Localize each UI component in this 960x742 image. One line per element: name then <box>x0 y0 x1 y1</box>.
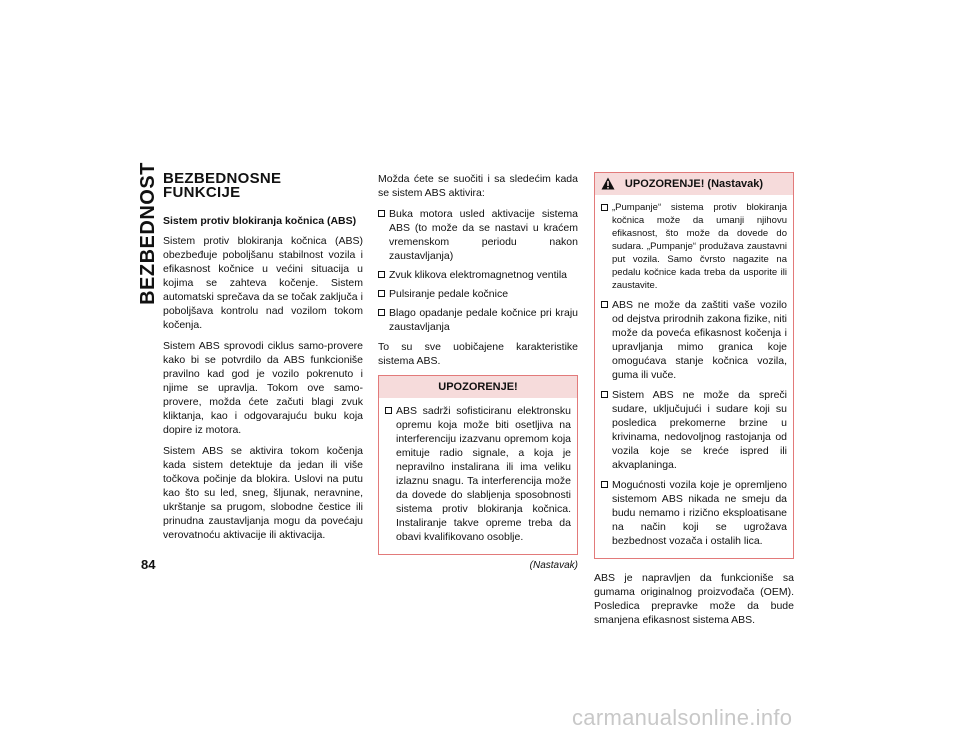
square-bullet-icon <box>378 309 385 316</box>
warning-title: UPOZORENJE! <box>438 381 518 393</box>
square-bullet-icon <box>601 204 608 211</box>
list-item-text: Mogućnosti vozila koje je opremljeno sistemom ABS nikada ne smeju da budu nemamo i rizično eksploatisane na način koji se ugrožava bezbednost vozača i ostalih lica. <box>612 479 787 547</box>
warning-box <box>378 375 578 555</box>
square-bullet-icon <box>378 210 385 217</box>
warning-list <box>601 201 787 548</box>
list-item-text: Buka motora usled aktivacije sistema ABS (to može da se nastavi u kraćem vremenskom periodu nakon zaustavljanja) <box>389 208 578 262</box>
square-bullet-icon <box>601 391 608 398</box>
list-item-text: Zvuk klikova elektromagnetnog ventila <box>389 269 568 281</box>
list-item-text: „Pumpanje“ sistema protiv blokiranja kočnica može da umanji njihovu efikasnost, što može da dovede do sudara. „Pumpanje“ produžava zaustavni put vozila. Samo čvrsto nagazite na pedalu kočnice kada treba da usporite ili zaustavite. <box>612 202 787 291</box>
paragraph: ABS je napravljen da funkcioniše sa gumama originalnog proizvođača (OEM). Posledica prepravke može da bude smanjena efikasnost sistema ABS. <box>594 572 794 626</box>
paragraph: Sistem ABS se aktivira tokom kočenja kada sistem detektuje da jedan ili više točkova počinje da blokira. Uslovi na putu kao što su led, sneg, šljunak, neravnine, ukrštanje sa prugom, slobodne čestice ili prinudna zaustavljanja mogu da povećaju verovatnoću aktivacije ili aktivacija. <box>163 445 363 541</box>
section-heading: Sistem protiv blokiranja kočnica (ABS) <box>163 215 357 227</box>
paragraph: Sistem ABS sprovodi ciklus samo-provere kako bi se potvrdilo da ABS funkcioniše pravilno kad god je vozilo pokrenuto i njime se upravlja. Tokom ove samo-provere, možda ćete začuti blagi zvuk kliktanja, kao i odgovarajuću buku koja dopire iz motora. <box>163 340 363 436</box>
warning-header <box>595 173 793 195</box>
list-item <box>378 207 578 263</box>
list-item <box>601 298 787 382</box>
list-item-text: Blago opadanje pedale kočnice pri kraju zaustavljanja <box>389 307 578 333</box>
square-bullet-icon <box>378 290 385 297</box>
warning-title: UPOZORENJE! (Nastavak) <box>624 178 764 190</box>
list-item-text: ABS ne može da zaštiti vaše vozilo od dejstva prirodnih zakona fizike, niti može da poveća efikasnost kočenja i upravljanja mimo granica koje omogućava stanje kočnica vozila, guma ili vuče. <box>612 299 787 381</box>
column-left <box>163 172 363 549</box>
watermark: carmanualsonline.info <box>572 705 793 730</box>
list-item <box>601 201 787 292</box>
warning-body <box>379 398 577 554</box>
square-bullet-icon <box>601 481 608 488</box>
warning-box-continued <box>594 172 794 559</box>
section-side-tab <box>135 161 161 305</box>
list-item <box>385 404 571 544</box>
section-label: BEZBEDNOST <box>136 161 159 305</box>
warning-triangle-icon <box>601 177 615 190</box>
page-number: 84 <box>141 557 156 572</box>
page-title: BEZBEDNOSNE FUNKCIJE <box>163 170 282 201</box>
list-item <box>601 478 787 548</box>
warning-header <box>379 376 577 398</box>
bullet-list <box>378 207 578 334</box>
warning-body <box>595 195 793 558</box>
list-item-text: ABS sadrži sofisticiranu elektronsku opremu koja može biti osetljiva na interferenciju izazvanu opremom koja emituje radio signale, a koja je nepravilno instalirana ili ima veliku izlaznu snagu. Ta interferencija može da dovede do slabljenja sposobnosti sistema protiv blokiranja kočnica. Instaliranje takve opreme treba da obavi kvalifikovano osoblje. <box>396 405 571 543</box>
paragraph: Sistem protiv blokiranja kočnica (ABS) obezbeđuje poboljšanu stabilnost vozila i efikasnost kočnice u većini situacija u kojima se zahteva kočenje. Sistem automatski sprečava da se točak zaključa i poboljšava kontrolu nad vozilom tokom kočenja. <box>163 235 363 331</box>
paragraph: To su sve uobičajene karakteristike sistema ABS. <box>378 341 578 367</box>
paragraph: Možda ćete se suočiti i sa sledećim kada se sistem ABS aktivira: <box>378 173 578 199</box>
list-item <box>378 306 578 334</box>
list-item-text: Sistem ABS ne može da spreči sudare, uključujući i sudare koji su posledica prekomerne brzine u krivinama, nedovoljnog rastojanja od vozila koje se kreće ispred ili akvaplaninga. <box>612 389 787 471</box>
list-item <box>601 388 787 472</box>
list-item-text: Pulsiranje pedale kočnice <box>389 288 509 300</box>
square-bullet-icon <box>378 271 385 278</box>
square-bullet-icon <box>601 301 608 308</box>
column-middle <box>378 172 578 573</box>
warning-list <box>385 404 571 544</box>
column-right <box>594 172 794 634</box>
list-item <box>378 287 578 301</box>
list-item <box>378 268 578 282</box>
square-bullet-icon <box>385 407 392 414</box>
continued-note: (Nastavak) <box>529 560 578 571</box>
